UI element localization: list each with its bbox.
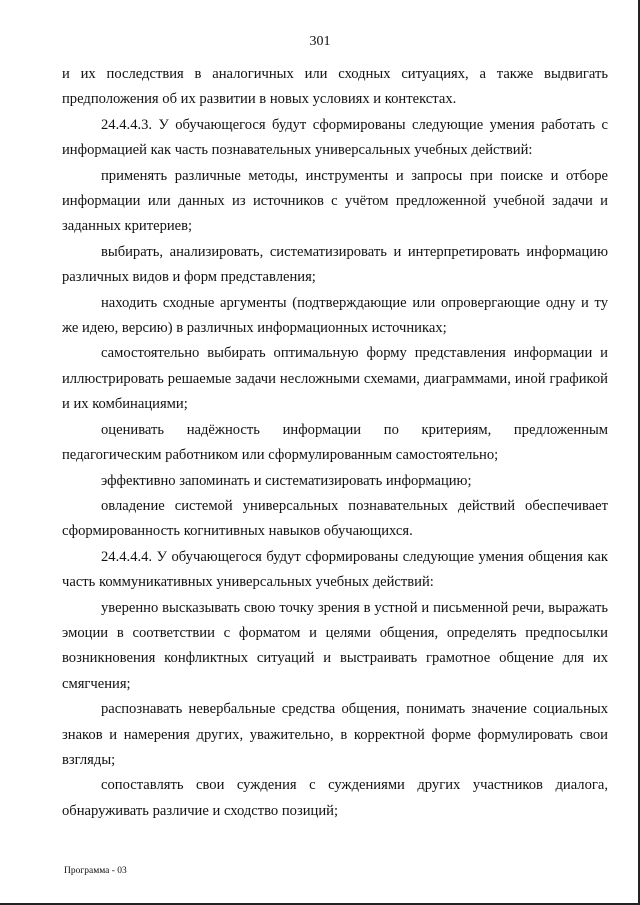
page-number: 301 [309,34,331,49]
paragraph-item: сопоставлять свои суждения с суждениями других участников диалога, обнаруживать различие и сходство позиций; [62,777,608,819]
document-body [62,62,608,824]
paragraph-item: распознавать невербальные средства общения, понимать значение социальных знаков и намерения других, уважительно, в корректной форме формулировать свои взгляды; [62,701,608,768]
paragraph-item: овладение системой универсальных познавательных действий обеспечивает сформированность когнитивных навыков обучающихся. [62,497,608,540]
paragraph-item: применять различные методы, инструменты и запросы при поиске и отборе информации или данных из источников с учётом предложенной учебной задачи и заданных критериев; [62,167,608,235]
paragraph-item: находить сходные аргументы (подтверждающие или опровергающие одну и ту же идею, версию) в различных информационных источниках; [62,294,608,337]
paragraph-section-24-4-4-4: 24.4.4.4. У обучающегося будут сформированы следующие умения общения как часть коммуникативных универсальных учебных действий: [62,548,608,591]
paragraph-item: оценивать надёжность информации по критериям, предложенным педагогическим работником или сформулированным самостоятельно; [62,421,608,464]
page-footer: Программа - 03 [64,866,127,876]
paragraph-item: выбирать, анализировать, систематизировать и интерпретировать информацию различных видов и форм представления; [62,243,608,286]
paragraph-section-24-4-4-3: 24.4.4.3. У обучающегося будут сформированы следующие умения работать с информацией как часть познавательных универсальных учебных действий: [62,116,608,159]
paragraph-item: эффективно запоминать и систематизировать информацию; [101,472,472,489]
paragraph-item: уверенно высказывать свою точку зрения в устной и письменной речи, выражать эмоции в соответствии с форматом и целями общения, определять предпосылки возникновения конфликтных ситуаций и выстраивать грамотное общение для их смягчения; [62,599,608,692]
paragraph-item: самостоятельно выбирать оптимальную форму представления информации и иллюстрировать решаемые задачи несложными схемами, диаграммами, иной графикой и их комбинациями; [62,345,608,413]
paragraph-continuation: и их последствия в аналогичных или сходных ситуациях, а также выдвигать предположения об их развитии в новых условиях и контекстах. [62,66,608,108]
